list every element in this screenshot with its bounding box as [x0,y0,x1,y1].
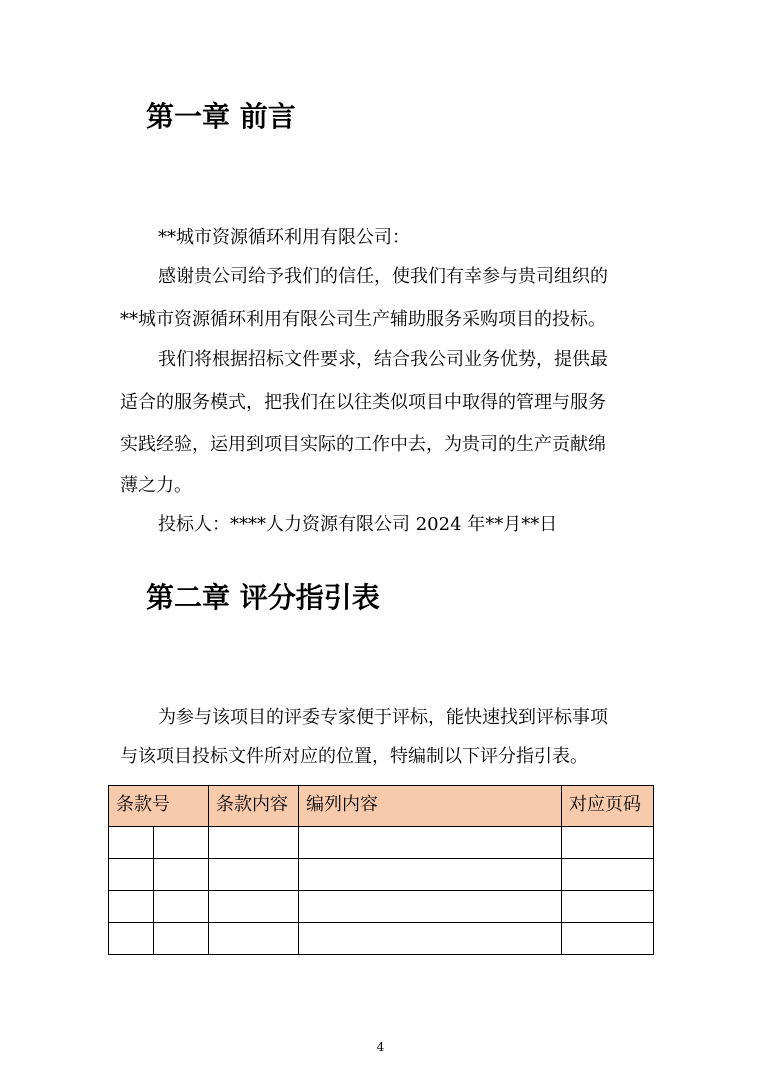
header-clause-number: 条款号 [109,786,209,827]
intro-line1: 为参与该项目的评委专家便于评标，能快速找到评标事项 [158,707,608,728]
signature: 投标人：****人力资源有限公司 2024 年**月**日 [158,514,558,535]
header-clause-content: 条款内容 [209,786,299,827]
table-cell [299,891,562,923]
table-cell [562,923,654,955]
table-row [109,891,654,923]
header-compiled-content: 编列内容 [299,786,562,827]
para2-line2: 适合的服务模式，把我们在以往类似项目中取得的管理与服务 [120,392,606,413]
table-cell [209,827,299,859]
table-header-row [109,786,654,827]
scoring-guide-table [108,785,654,955]
table-cell [299,827,562,859]
header-page-number: 对应页码 [562,786,654,827]
table-cell [299,859,562,891]
table-cell [562,827,654,859]
para2-line4: 薄之力。 [120,475,192,496]
intro-line2: 与该项目投标文件所对应的位置，特编制以下评分指引表。 [120,746,588,767]
chapter-2-title: 第二章 评分指引表 [146,581,380,614]
table-cell [109,859,154,891]
salutation: **城市资源循环利用有限公司： [158,227,410,248]
table-cell [299,923,562,955]
table-cell [109,923,154,955]
table-cell [109,891,154,923]
table-cell [154,891,209,923]
table-cell [562,891,654,923]
para1-line2: **城市资源循环利用有限公司生产辅助服务采购项目的投标。 [120,309,606,330]
para2-line3: 实践经验，运用到项目实际的工作中去，为贵司的生产贡献绵 [120,434,606,455]
para1-line1: 感谢贵公司给予我们的信任，使我们有幸参与贵司组织的 [158,266,608,287]
table-row [109,827,654,859]
para2-line1: 我们将根据招标文件要求，结合我公司业务优势，提供最 [158,349,608,370]
table-cell [209,859,299,891]
table-cell [209,923,299,955]
page-number: 4 [376,1040,385,1054]
table-cell [562,859,654,891]
table-cell [109,827,154,859]
table-cell [154,923,209,955]
table-row [109,859,654,891]
table-row [109,923,654,955]
chapter-1-title: 第一章 前言 [146,100,296,133]
table-cell [209,891,299,923]
table-cell [154,827,209,859]
table-cell [154,859,209,891]
